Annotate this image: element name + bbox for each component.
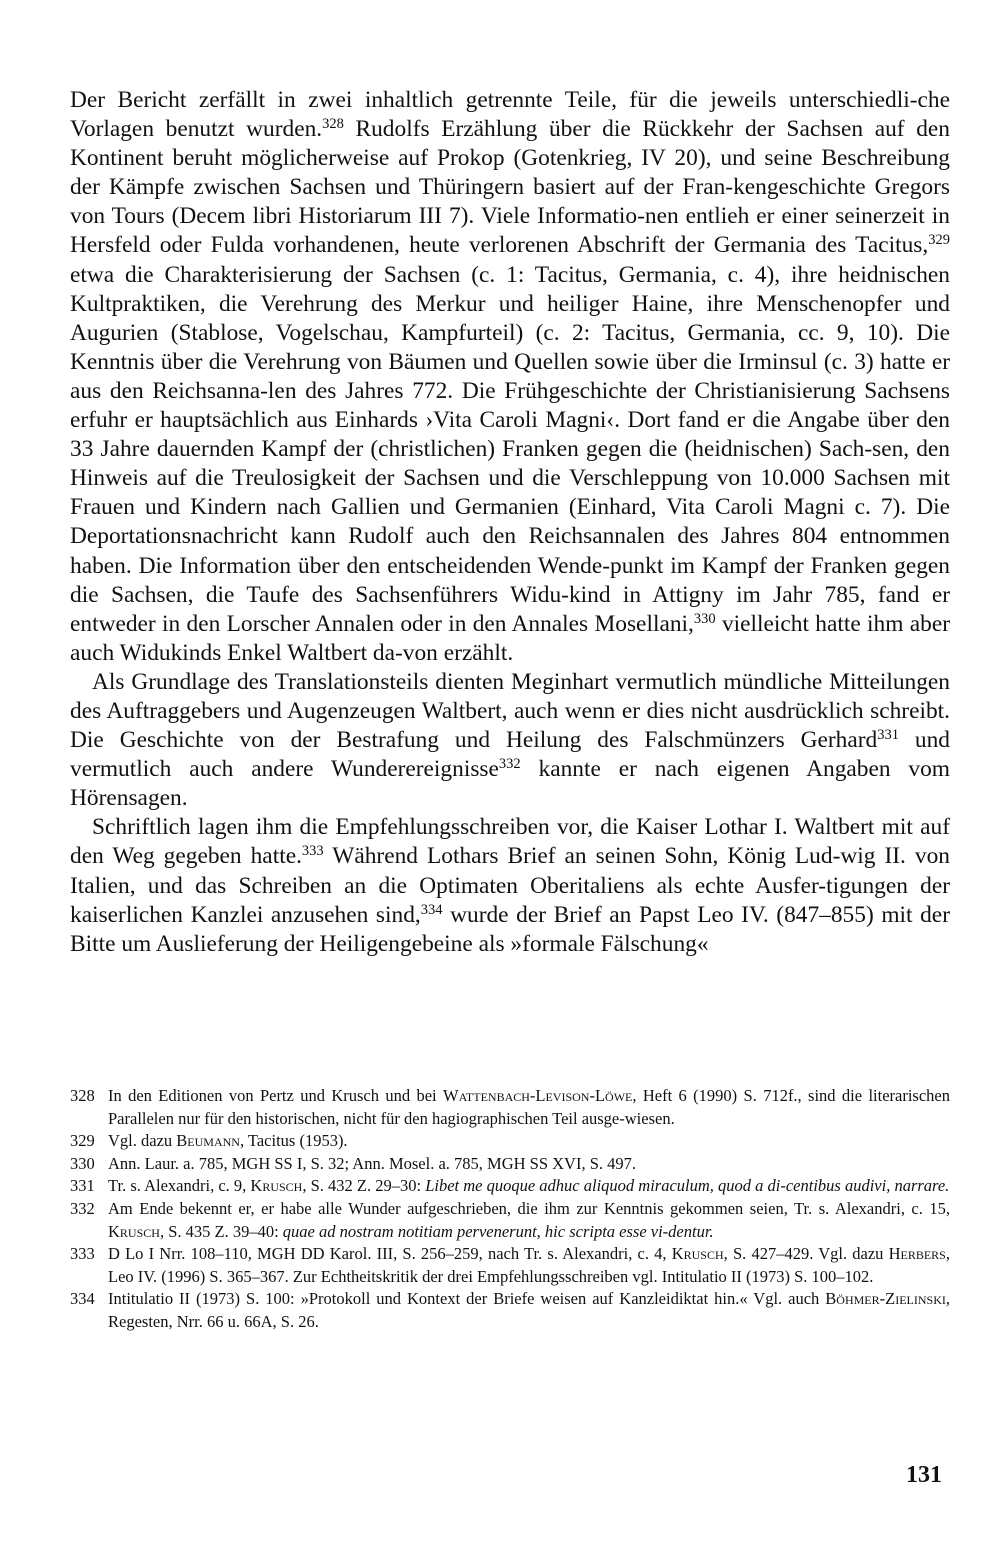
author-name: Herbers [888,1244,946,1264]
footnote-text: , Regesten, Nrr. 66 u. 66A, S. 26. [108,1289,950,1331]
author-name: Krusch [671,1244,724,1264]
footnote-text: Ann. Laur. a. 785, MGH SS I, S. 32; Ann. Mosel. a. 785, MGH SS XVI, S. 497. [108,1153,637,1173]
footnote-text: , Tacitus (1953). [239,1131,348,1151]
footnote-text: Intitulatio II (1973) S. 100: »Protokoll und Kontext der Briefe weisen auf Kanzleidiktat hin.« Vgl. auch [108,1289,826,1309]
author-name: Krusch [108,1221,160,1241]
footnote-number: 330 [70,1153,95,1173]
footnote-ref-333[interactable]: 333 [301,843,324,860]
footnote-text: , S. 427–429. Vgl. dazu [723,1244,889,1264]
footnote-ref-334[interactable]: 334 [420,901,443,918]
footnote-number: 332 [70,1198,95,1218]
footnote-330 [70,1153,950,1176]
text-run: Während Lothars Brief an seinen Sohn, König Lud-wig II. von Italien, und das Schreiben an die Optimaten Oberitaliens als echte Ausfer-tigungen der kaiserlichen Kanzlei anzusehen sind, [70,843,950,928]
footnote-328 [70,1085,950,1130]
footnote-ref-329[interactable]: 329 [928,232,950,249]
footnote-text: , S. 435 Z. 39–40: [159,1221,283,1241]
footnote-number: 328 [70,1086,95,1105]
text-run: Der Bericht zerfällt in zwei inhaltlich getrennte Teile, für die jeweils unterschiedli-che Vorlagen benutzt wurden. [70,87,950,143]
author-name: Böhmer-Zielinski [825,1289,946,1309]
footnote-334 [70,1288,950,1333]
latin-quote: quae ad nostram notitiam pervenerunt, hic scripta esse vi-dentur. [282,1221,714,1241]
footnote-text: Tr. s. Alexandri, c. 9, [108,1176,251,1196]
footnote-ref-331[interactable]: 331 [877,727,899,744]
footnote-text: , Leo IV. (1996) S. 365–367. Zur Echtheitskritik der drei Empfehlungsschreiben vgl. Intitulatio II (1973) S. 100–102. [108,1244,950,1286]
text-run: vielleicht hatte ihm aber auch Widukinds Enkel Waltbert da-von erzählt. [70,610,951,666]
footnote-ref-330[interactable]: 330 [693,610,716,627]
footnote-number: 333 [70,1244,95,1264]
footnote-text: Am Ende bekennt er, er habe alle Wunder aufgeschrieben, die ihm zur Kenntnis gekommen seien, Tr. s. Alexandri, c. 15, [108,1198,950,1218]
paragraph-1 [70,86,950,668]
footnote-text: In den Editionen von Pertz und Krusch und bei [108,1086,443,1105]
paragraph-3 [70,813,950,958]
footnote-number: 331 [70,1176,95,1196]
text-run: kannte er nach eigenen Angaben vom Hörensagen. [70,756,950,812]
text-run: Rudolfs Erzählung über die Rückkehr der Sachsen auf den Kontinent beruht möglicherweise auf Prokop (Gotenkrieg, IV 20), und seine Beschreibung der Kämpfe zwischen Sachsen und Thüringern basiert auf der Fran-kengeschichte Gregors von Tours (Decem libri Historiarum III 7). Viele Informatio-nen entlieh er einer seinerzeit in Hersfeld oder Fulda vorhandenen, heute verlorenen Abschrift der Germania des Tacitus, [70,116,950,259]
text-run: wurde der Brief an Papst Leo IV. (847–855) mit der Bitte um Auslieferung der Heiligengebeine als »formale Fälschung« [70,901,950,957]
author-name: Beumann [176,1131,240,1151]
footnotes [70,1085,950,1334]
footnote-ref-332[interactable]: 332 [498,756,521,773]
text-run: etwa die Charakterisierung der Sachsen (c. 1: Tacitus, Germania, c. 4), ihre heidnischen Kultpraktiken, die Verehrung des Merkur und heiliger Haine, ihre Menschenopfer und Augurien (Stablose, Vogelschau, Kampfurteil) (c. 2: Tacitus, Germania, cc. 9, 10). Die Kenntnis über die Verehrung von Bäumen und Quellen sowie über die Irminsul (c. 3) hatte er aus den Reichsanna-len des Jahres 772. Die Frühgeschichte der Christianisierung Sachsens erfuhr er hauptsächlich aus Einhards ›Vita Caroli Magni‹. Dort fand er die Angabe über den 33 Jahre dauernden Kampf der (christlichen) Franken gegen die (heidnischen) Sach-sen, den Hinweis auf die Treulosigkeit der Sachsen und die Verschleppung von 10.000 Sachsen mit Frauen und Kindern nach Gallien und Germanien (Einhard, Vita Caroli Magni c. 7). Die Deportationsnachricht kann Rudolf auch den Reichsannalen des Jahres 804 entnommen haben. Die Information über den entscheidenden Wende-punkt im Kampf der Franken gegen die Sachsen, die Taufe des Sachsenführers Widu-kind in Attigny im Jahr 785, fand er entweder in den Lorscher Annalen oder in den Annales Mosellani, [70,261,950,637]
main-text [70,86,950,959]
text-run: und vermutlich auch andere Wunderereignisse [70,727,951,783]
footnote-text: , Heft 6 (1990) S. 712f., sind die literarischen Parallelen nur für den historischen, nicht für den hagiographischen Teil ausge-wiesen. [108,1086,950,1128]
page-number: 131 [906,1462,942,1488]
footnote-331 [70,1175,950,1198]
footnote-ref-328[interactable]: 328 [322,116,344,133]
text-run: Als Grundlage des Translationsteils dienten Meginhart vermutlich mündliche Mitteilungen des Auftraggebers und Augenzeugen Waltbert, auch wenn er dies nicht ausdrücklich schreibt. Die Geschichte von der Bestrafung und Heilung des Falschmünzers Gerhard [70,668,950,754]
footnote-number: 329 [70,1131,95,1151]
text-run: Schriftlich lagen ihm die Empfehlungsschreiben vor, die Kaiser Lothar I. Waltbert mit auf den Weg gegeben hatte. [70,814,950,870]
footnote-text: Vgl. dazu [108,1131,177,1151]
footnote-number: 334 [70,1289,95,1309]
footnote-text: , S. 432 Z. 29–30: [302,1176,426,1196]
author-name: Wattenbach-Levison-Löwe [443,1086,633,1105]
author-name: Krusch [250,1176,303,1196]
paragraph-2 [70,668,950,813]
footnote-332 [70,1198,950,1243]
footnote-333 [70,1243,950,1288]
latin-quote: Libet me quoque adhuc aliquod miraculum, quod a di-centibus audivi, narrare. [425,1176,950,1196]
footnote-text: D Lo I Nrr. 108–110, MGH DD Karol. III, S. 256–259, nach Tr. s. Alexandri, c. 4, [108,1244,672,1264]
footnote-329 [70,1130,950,1153]
